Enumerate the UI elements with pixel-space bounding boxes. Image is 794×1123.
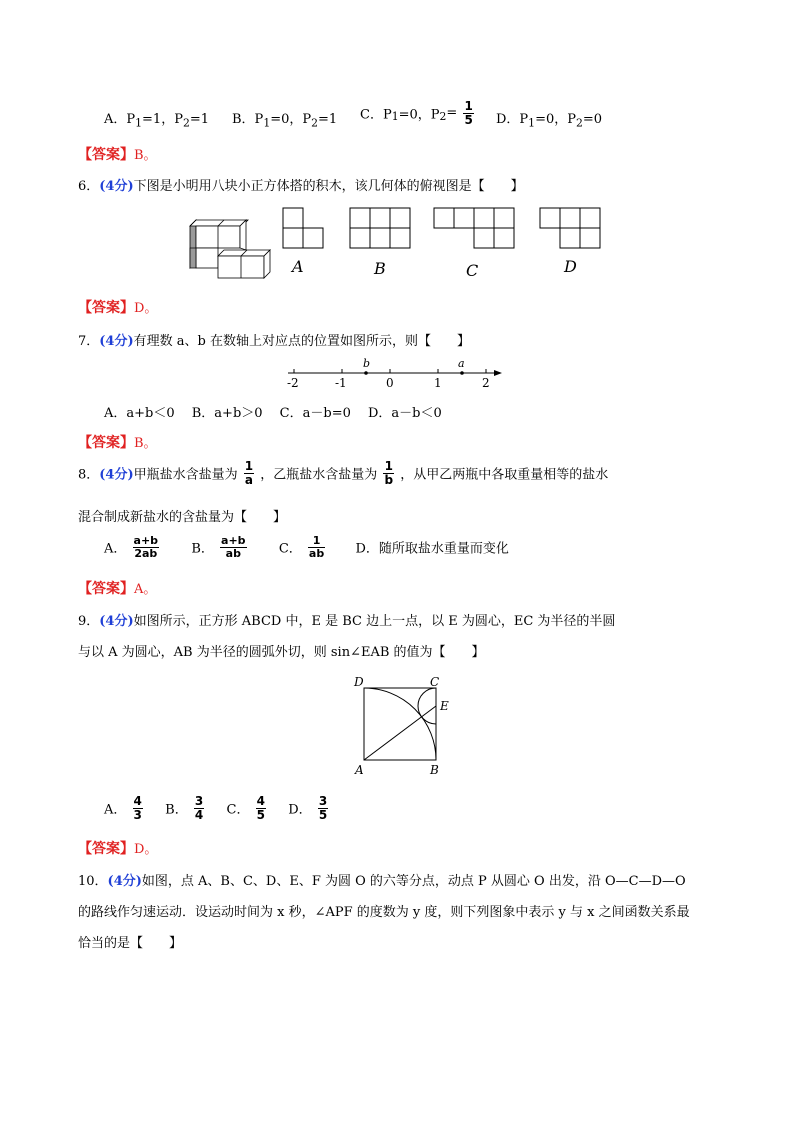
q7-options: A．a+b＜0 B．a+b＞0 C．a－b=0 D．a－b＜0 — [104, 406, 442, 421]
q5-option-a: A．$P_1=1$，$P_2=1$ — [104, 112, 210, 130]
svg-text:a: a — [458, 357, 465, 370]
q7-tick-label: -2 — [287, 376, 299, 390]
q8-answer: 【答案】A。 — [78, 581, 157, 597]
q9-figure — [350, 672, 460, 782]
q9-stem-line2: 与以 A 为圆心，AB 为半径的圆弧外切，则 sin∠EAB 的值为【 】 — [78, 645, 485, 660]
q9-options: A． $\frac{4}{3}$ B． $\frac{3}{4}$ C． $\frac{4}{5}$ D． $\frac{3}{5}$ — [104, 794, 328, 822]
q9-semicircle-e — [418, 688, 436, 724]
q7-tick-label: 0 — [386, 376, 394, 390]
q6-answer: 【答案】D。 — [78, 300, 158, 316]
q10-stem-line1: 10．(4分)如图，点 A、B、C、D、E、F 为圆 O 的六等分点，动点 P 从圆心 O 出发，沿 O—C—D—O — [78, 874, 686, 889]
q5-options — [104, 108, 209, 130]
q7-tick-label: 2 — [482, 376, 490, 390]
q9-segment-ae — [364, 706, 436, 760]
svg-text:C: C — [430, 675, 440, 689]
q7-point-b — [364, 371, 368, 375]
q9-square — [364, 688, 436, 760]
q5-answer: 【答案】B。 — [78, 147, 157, 163]
q6-label-b: B — [374, 259, 386, 278]
q9-option-a-fraction: $\frac{4}{3}$ — [133, 794, 142, 822]
q8-option-c-fraction: $\frac{1}{ab}$ — [308, 534, 325, 560]
q6-view-b — [350, 208, 410, 248]
q6-figure — [180, 200, 620, 290]
q9-answer: 【答案】D。 — [78, 841, 158, 857]
q6-label-d: D — [564, 257, 577, 276]
q10-stem-line2: 的路线作匀速运动．设运动时间为 x 秒，∠APF 的度数为 y 度，则下列图象中表示 y 与 x 之间函数关系最 — [78, 905, 690, 920]
q7-point-a — [460, 371, 464, 375]
q6-label-a: A — [292, 257, 304, 276]
q9-option-b-fraction: $\frac{3}{4}$ — [194, 794, 204, 822]
svg-text:A: A — [355, 763, 364, 777]
q5-option-c-fraction: $\frac{1}{5}$ — [464, 99, 473, 127]
q6-stem: 6．(4分)下图是小明用八块小正方体搭的积木，该几何体的俯视图是【 】 — [78, 179, 524, 194]
q6-solid-3d — [190, 220, 270, 278]
svg-text:b: b — [363, 357, 371, 370]
q6-label-c: C — [466, 261, 479, 280]
q6-view-d — [540, 208, 600, 248]
q10-stem-line3: 恰当的是【 】 — [78, 936, 183, 951]
q7-stem: 7．(4分)有理数 a、b 在数轴上对应点的位置如图所示，则【 】 — [78, 334, 470, 349]
q9-arc-a — [364, 688, 436, 760]
q9-option-c-fraction: $\frac{4}{5}$ — [256, 794, 265, 822]
svg-text:B: B — [430, 763, 439, 777]
q7-answer: 【答案】B。 — [78, 435, 157, 451]
q6-view-a — [283, 208, 323, 248]
q5-option-b: B．$P_1=0$，$P_2=1$ — [232, 112, 338, 130]
svg-text:D: D — [354, 675, 364, 689]
q8-option-b-fraction: $\frac{a+b}{ab}$ — [221, 534, 246, 560]
q8-frac-b: $\frac{1}{b}$ — [384, 459, 394, 487]
q5-option-d: D．$P_1=0$，$P_2=0$ — [496, 112, 603, 130]
q8-option-a-fraction: $\frac{a+b}{2ab}$ — [133, 534, 159, 560]
q8-frac-a: $\frac{1}{a}$ — [244, 459, 254, 487]
q7-tick-label: -1 — [335, 376, 347, 390]
q9-option-d-fraction: $\frac{3}{5}$ — [318, 794, 328, 822]
q8-stem-line2: 混合制成新盐水的含盐量为【 】 — [78, 510, 287, 525]
q6-view-c — [434, 208, 514, 248]
svg-text:E: E — [440, 699, 449, 713]
q7-axis-arrow — [494, 370, 502, 376]
q5-option-c: C．$P_1=0$，$P_2=$ $\frac{1}{5}$ — [360, 99, 473, 127]
q9-stem-line1: 9．(4分)如图所示，正方形 ABCD 中，E 是 BC 边上一点，以 E 为圆心，EC 为半径的半圆 — [78, 614, 616, 629]
q8-options: A． $\frac{a+b}{2ab}$ B． $\frac{a+b}{ab}$ C． $\frac{1}{ab}$ D．随所取盐水重量而变化 — [104, 534, 509, 560]
q8-stem-line1: 8．(4分)甲瓶盐水含盐量为 $\frac{1}{a}$ ，乙瓶盐水含盐量为 $\frac{1}{b}$ ，从甲乙两瓶中各取重量相等的盐水 — [78, 459, 609, 487]
q7-number-line — [280, 355, 510, 391]
q7-tick-label: 1 — [434, 376, 442, 390]
